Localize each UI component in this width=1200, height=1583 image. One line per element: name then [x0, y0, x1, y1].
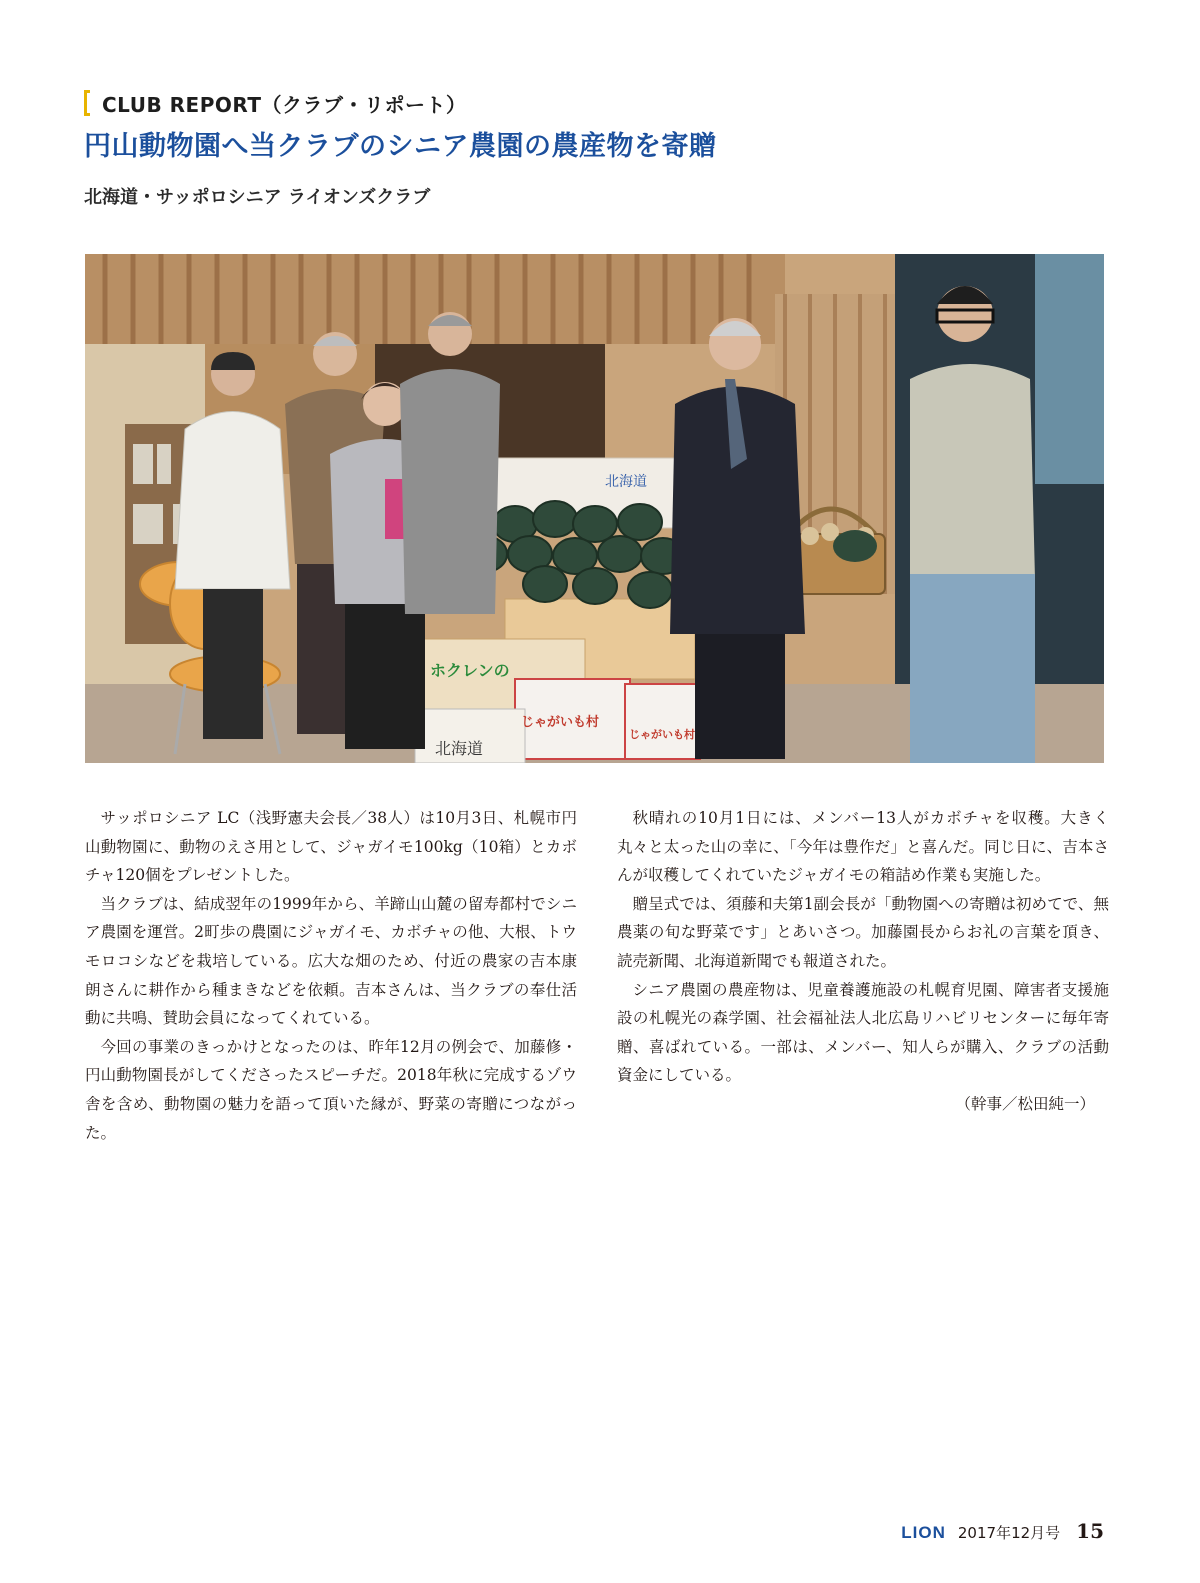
article-photo: [85, 254, 1104, 763]
kicker-text: CLUB REPORT（クラブ・リポート）: [102, 92, 467, 117]
box-label: じゃがいも村: [521, 715, 600, 730]
magazine-name: LION: [901, 1523, 946, 1542]
section-kicker: [84, 88, 467, 118]
paragraph: 今回の事業のきっかけとなったのは、昨年12月の例会で、加藤修・円山動物園長がしてくださったスピーチだ。2018年秋に完成するゾウ舎を含め、動物園の魅力を語って頂いた縁が、野菜の寄贈につながった。: [85, 1037, 577, 1142]
paragraph: 贈呈式では、須藤和夫第1副会長が「動物園への寄贈は初めてで、無農薬の旬な野菜です」とあいさつ。加藤園長からお礼の言葉を頂き、読売新聞、北海道新聞でも報道された。: [617, 894, 1109, 970]
issue-date: 2017年12月号: [957, 1524, 1061, 1542]
box-label: 北海道: [435, 739, 484, 758]
paragraph: シニア農園の農産物は、児童養護施設の札幌育児園、障害者支援施設の札幌光の森学園、社会福祉法人北広島リハビリセンターに毎年寄贈、喜ばれている。一部は、メンバー、知人らが購入、クラブの活動資金にしている。: [617, 980, 1109, 1085]
paragraph: 当クラブは、結成翌年の1999年から、羊蹄山山麓の留寿都村でシニア農園を運営。2町歩の農園にジャガイモ、カボチャの他、大根、トウモロコシなどを栽培している。広大な畑のため、付近の農家の吉本康朗さんに耕作から種まきなどを依頼。吉本さんは、当クラブの奉仕活動に共鳴、賛助会員になってくれている。: [85, 894, 577, 1028]
article-headline: 円山動物園へ当クラブのシニア農園の農産物を寄贈: [84, 131, 717, 162]
paragraph: 秋晴れの10月1日には、メンバー13人がカボチャを収穫。大きく丸々と太った山の幸に、「今年は豊作だ」と喜んだ。同じ日に、吉本さんが収穫してくれていたジャガイモの箱詰め作業も実施した。: [617, 809, 1109, 885]
box-label: じゃがいも村: [629, 728, 695, 741]
bracket-mark: [84, 90, 90, 116]
article-column-right: [617, 804, 1109, 1119]
author-signature: （幹事／松田純一）: [955, 1094, 1095, 1113]
photo-illustration: [85, 254, 1104, 763]
paragraph: サッポロシニア LC（浅野憲夫会長／38人）は10月3日、札幌市円山動物園に、動物のえさ用として、ジャガイモ100kg（10箱）とカボチャ120個をプレゼントした。: [85, 809, 577, 885]
page-footer: [901, 1519, 1104, 1543]
box-label: ホクレンの: [430, 661, 510, 680]
box-label: 北海道: [605, 474, 647, 490]
page-number: 15: [1076, 1519, 1104, 1543]
club-name: 北海道・サッポロシニア ライオンズクラブ: [84, 187, 431, 208]
article-column-left: [85, 804, 577, 1147]
